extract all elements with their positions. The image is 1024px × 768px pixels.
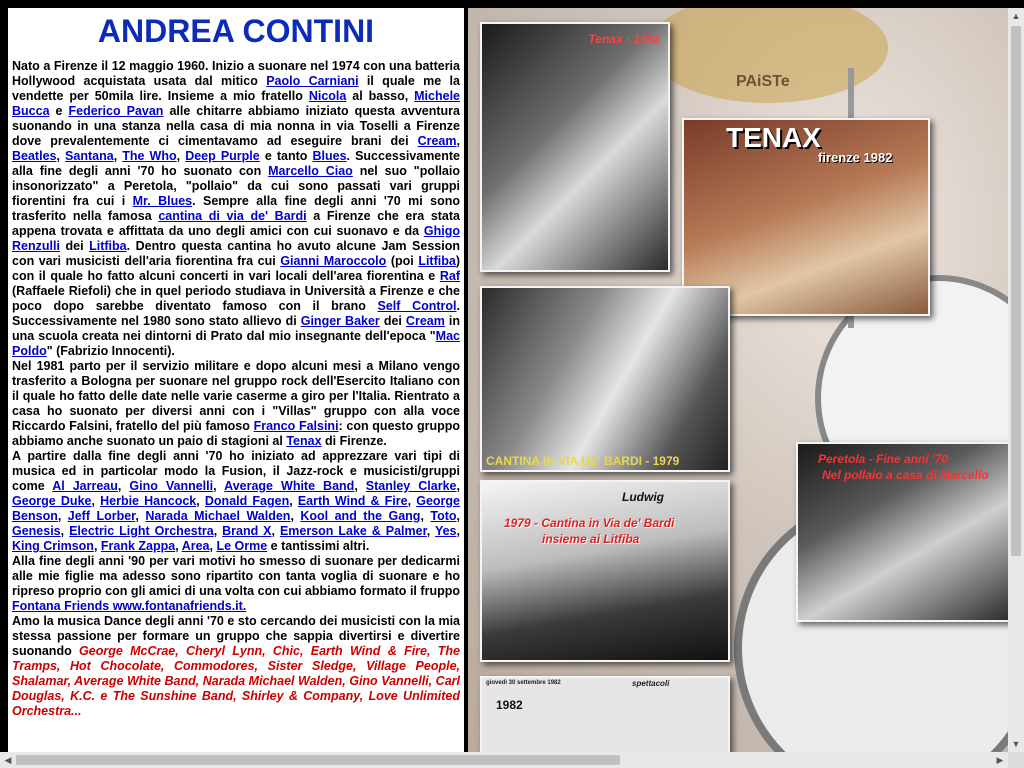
link-deep-purple[interactable]: Deep Purple bbox=[185, 149, 260, 163]
vertical-scroll-thumb[interactable] bbox=[1011, 26, 1021, 556]
separator: , bbox=[117, 479, 130, 493]
link-genesis[interactable]: Genesis bbox=[12, 524, 61, 538]
separator: , bbox=[60, 524, 70, 538]
bio-text-segment: e tantissimi altri. bbox=[267, 539, 370, 553]
separator: , bbox=[196, 494, 205, 508]
newspaper-section: spettacoli bbox=[632, 679, 670, 688]
link-area[interactable]: Area bbox=[181, 539, 210, 553]
link-raf[interactable]: Raf bbox=[439, 269, 460, 283]
link-stanley-clarke[interactable]: Stanley Clarke bbox=[365, 479, 457, 493]
scroll-left-button[interactable]: ◀ bbox=[4, 755, 12, 765]
link-cantina-via-de-bardi[interactable]: cantina di via de' Bardi bbox=[158, 209, 307, 223]
link-average-white-band[interactable]: Average White Band bbox=[224, 479, 355, 493]
bio-text-segment: A partire dalla fine degli anni '70 ho iniziato ad apprezzare vari tipi di musica ed in particolar modo la Fusion, il Jazz-rock e musicisti/gruppi come bbox=[12, 449, 460, 493]
bio-text bbox=[12, 59, 460, 719]
bio-text-segment: (Raffaele Riefoli) che in quel periodo studiava in Università a Firenze e che poco dopo sarebbe diventato famoso con il brano bbox=[12, 284, 460, 313]
link-narada-michael-walden[interactable]: Narada Michael Walden bbox=[145, 509, 291, 523]
separator: , bbox=[456, 509, 461, 523]
separator: , bbox=[56, 149, 66, 163]
link-franco-falsini[interactable]: Franco Falsini bbox=[253, 419, 339, 433]
link-king-crimson[interactable]: King Crimson bbox=[12, 539, 94, 553]
link-le-orme[interactable]: Le Orme bbox=[216, 539, 268, 553]
bio-text-segment: nel suo "pollaio insonorizzato" a Peretola, "pollaio" da cui sono passati vari gruppi fiorentini fra cui i bbox=[12, 164, 460, 208]
separator: , bbox=[456, 479, 460, 493]
link-cream[interactable]: Cream bbox=[417, 134, 457, 148]
bio-panel bbox=[8, 8, 464, 752]
link-mr-blues[interactable]: Mr. Blues bbox=[132, 194, 193, 208]
link-emerson-lake-palmer[interactable]: Emerson Lake & Palmer bbox=[279, 524, 427, 538]
vertical-scrollbar[interactable] bbox=[1008, 8, 1024, 752]
bio-text-segment: dei bbox=[379, 314, 406, 328]
photo-cantina-litfiba bbox=[480, 480, 730, 662]
bio-text-segment: in una scuola creata nei dintorni di Prato dal mio insegnante dell'epoca " bbox=[12, 314, 460, 343]
scroll-down-button[interactable]: ▼ bbox=[1011, 739, 1021, 749]
separator: , bbox=[113, 149, 123, 163]
cymbal-brand: PAiSTe bbox=[736, 73, 790, 90]
separator: , bbox=[456, 134, 460, 148]
separator: , bbox=[57, 509, 68, 523]
separator: , bbox=[290, 509, 301, 523]
bio-text-segment: e tanto bbox=[259, 149, 313, 163]
link-mac-poldo[interactable]: Mac Poldo bbox=[12, 329, 460, 358]
bio-text-segment: e bbox=[49, 104, 69, 118]
link-the-who[interactable]: The Who bbox=[122, 149, 177, 163]
separator: , bbox=[175, 539, 182, 553]
link-gianni-maroccolo[interactable]: Gianni Maroccolo bbox=[280, 254, 387, 268]
bio-text-segment: . Successivamente nel 1980 sono stato allievo di bbox=[12, 299, 460, 328]
bio-text-segment: dei bbox=[59, 239, 90, 253]
photo-caption-line2: insieme ai Litfiba bbox=[542, 532, 640, 546]
link-ginger-baker[interactable]: Ginger Baker bbox=[300, 314, 380, 328]
link-gino-vannelli[interactable]: Gino Vannelli bbox=[129, 479, 214, 493]
link-toto[interactable]: Toto bbox=[430, 509, 457, 523]
link-brand-x[interactable]: Brand X bbox=[222, 524, 272, 538]
drum-brand-label: Ludwig bbox=[622, 490, 664, 504]
link-electric-light-orchestra[interactable]: Electric Light Orchestra bbox=[69, 524, 214, 538]
bio-text-segment: . Sempre alla fine degli anni '70 mi sono trasferito nella famosa bbox=[12, 194, 461, 223]
separator: , bbox=[135, 509, 146, 523]
separator: , bbox=[213, 524, 223, 538]
photo-caption-line2: Nel pollaio a casa di Marcello bbox=[822, 468, 989, 482]
separator: , bbox=[289, 494, 298, 508]
page-title: ANDREA CONTINI bbox=[97, 13, 375, 49]
link-fontana-friends[interactable]: Fontana Friends www.fontanafriends.it. bbox=[12, 599, 247, 613]
horizontal-scrollbar[interactable] bbox=[0, 752, 1008, 768]
bio-text-segment: . Successivamente alla fine degli anni '70 ho suonato con bbox=[12, 149, 461, 178]
photo-tenax-1982 bbox=[480, 22, 670, 272]
link-litfiba[interactable]: Litfiba bbox=[89, 239, 127, 253]
link-earth-wind-fire[interactable]: Earth Wind & Fire bbox=[297, 494, 408, 508]
link-yes[interactable]: Yes bbox=[434, 524, 457, 538]
bio-text-segment: Amo la musica Dance degli anni '70 e sto cercando dei musicisti con la mia stessa passione per formare un gruppo che sappia divertirsi e divertire suonando bbox=[12, 614, 460, 658]
separator: , bbox=[456, 524, 460, 538]
link-cream[interactable]: Cream bbox=[405, 314, 445, 328]
photo-caption-title: TENAX bbox=[726, 122, 821, 153]
bio-text-segment: Nato a Firenze il 12 maggio 1960. Inizio a suonare nel 1974 con una batteria Hollywood acquistata usata dal mitico bbox=[12, 59, 460, 88]
link-george-benson[interactable]: George Benson bbox=[12, 494, 460, 523]
separator: , bbox=[213, 479, 225, 493]
photo-caption-line1: Peretola - Fine anni '70 bbox=[818, 452, 949, 466]
bio-text-segment: (poi bbox=[386, 254, 419, 268]
link-self-control[interactable]: Self Control bbox=[377, 299, 457, 313]
link-beatles[interactable]: Beatles bbox=[12, 149, 57, 163]
link-michele-bucca[interactable]: Michele Bucca bbox=[12, 89, 460, 118]
link-kool-and-the-gang[interactable]: Kool and the Gang bbox=[300, 509, 421, 523]
separator: , bbox=[271, 524, 280, 538]
link-paolo-carniani[interactable]: Paolo Carniani bbox=[266, 74, 359, 88]
link-herbie-hancock[interactable]: Herbie Hancock bbox=[100, 494, 197, 508]
photo-newspaper-clipping bbox=[480, 676, 730, 752]
link-federico-pavan[interactable]: Federico Pavan bbox=[68, 104, 164, 118]
bio-text-segment: " (Fabrizio Innocenti). bbox=[46, 344, 175, 358]
separator: , bbox=[91, 494, 101, 508]
photo-caption-subtitle: firenze 1982 bbox=[818, 150, 893, 165]
separator: , bbox=[209, 539, 217, 553]
newspaper-year: 1982 bbox=[496, 698, 523, 712]
link-tenax[interactable]: Tenax bbox=[286, 434, 322, 448]
bio-text-segment: Alla fine degli anni '90 per vari motivi ho smesso di suonare per dedicarmi alle mie figlie ma adesso sono ripartito con tanta voglia di suonare e ho ripreso proprio con gli amici di una volta con cui abbiamo formato il fruppo bbox=[12, 554, 460, 598]
photo-cantina-1979 bbox=[480, 286, 730, 472]
link-marcello-ciao[interactable]: Marcello Ciao bbox=[268, 164, 353, 178]
link-nicola[interactable]: Nicola bbox=[308, 89, 347, 103]
photo-peretola bbox=[796, 442, 1008, 622]
bio-text-segment: alle chitarre abbiamo iniziato questa avventura suonando in una stanza nella casa di mia nonna in via Toselli a Firenze dove prevalentemente ci cimentavamo ad eseguire brani dei bbox=[12, 104, 460, 148]
newspaper-date: giovedì 30 settembre 1982 bbox=[486, 680, 561, 686]
horizontal-scroll-thumb[interactable] bbox=[16, 755, 620, 765]
bio-text-segment: a Firenze che era stata appena trovata e affittata da uno degli amici con cui suonavo e da bbox=[12, 209, 461, 238]
link-litfiba[interactable]: Litfiba bbox=[418, 254, 456, 268]
bio-text-segment: Nel 1981 parto per il servizio militare e dopo alcuni mesi a Milano vengo trasferito a Bologna per suonare nel gruppo rock dell'Esercito Italiano con il quale ho fatto delle date nelle varie caserme a giro per l'Italia. Rientrato a casa ho suonato per diversi anni con i "Villas" gruppo con alla voce Riccardo Falsini, fratello del più famoso bbox=[12, 359, 460, 433]
link-santana[interactable]: Santana bbox=[65, 149, 114, 163]
photo-caption-line1: 1979 - Cantina in Via de' Bardi bbox=[504, 516, 675, 530]
scroll-up-button[interactable]: ▲ bbox=[1011, 11, 1021, 21]
link-al-jarreau[interactable]: Al Jarreau bbox=[52, 479, 118, 493]
scrollbar-corner bbox=[1008, 752, 1024, 768]
link-ghigo-renzulli[interactable]: Ghigo Renzulli bbox=[12, 224, 460, 253]
separator: , bbox=[354, 479, 366, 493]
separator: , bbox=[93, 539, 101, 553]
separator: , bbox=[407, 494, 417, 508]
separator: , bbox=[426, 524, 435, 538]
bio-text-segment: . Dentro questa cantina ho avuto alcune Jam Session con vari musicisti dell'aria fiorentina fra cui bbox=[12, 239, 460, 268]
bio-text-segment: di Firenze. bbox=[321, 434, 387, 448]
link-donald-fagen[interactable]: Donald Fagen bbox=[204, 494, 290, 508]
bio-text-segment: il quale me la vendette per 50mila lire. Insieme a mio fratello bbox=[12, 74, 460, 103]
separator: , bbox=[420, 509, 431, 523]
link-blues[interactable]: Blues bbox=[312, 149, 347, 163]
link-jeff-lorber[interactable]: Jeff Lorber bbox=[67, 509, 136, 523]
photo-caption: Tenax - 1982 bbox=[588, 32, 660, 46]
link-frank-zappa[interactable]: Frank Zappa bbox=[100, 539, 176, 553]
bio-text-segment: ) con il quale ho fatto alcuni concerti in vari locali dell'area fiorentina e bbox=[12, 254, 460, 283]
photo-caption: CANTINA IN VIA DE' BARDI - 1979 bbox=[486, 454, 680, 468]
bio-text-segment: : con questo gruppo abbiamo anche suonato un paio di stagioni al bbox=[12, 419, 460, 448]
link-george-duke[interactable]: George Duke bbox=[12, 494, 92, 508]
photo-gallery bbox=[468, 8, 1008, 752]
scroll-right-button[interactable]: ▶ bbox=[996, 755, 1004, 765]
bio-text-segment: al basso, bbox=[346, 89, 415, 103]
separator: , bbox=[176, 149, 186, 163]
dance-artists-list: George McCrae, Cheryl Lynn, Chic, Earth Wind & Fire, The Tramps, Hot Chocolate, Commodores, Sister Sledge, Village People, Shalamar, Average White Band, Narada Michael Walden, Gino Vannelli, Carl Douglas, K.C. e The Sunshine Band, Shirley & Company, Love Unlimited Orchestra... bbox=[12, 644, 460, 718]
